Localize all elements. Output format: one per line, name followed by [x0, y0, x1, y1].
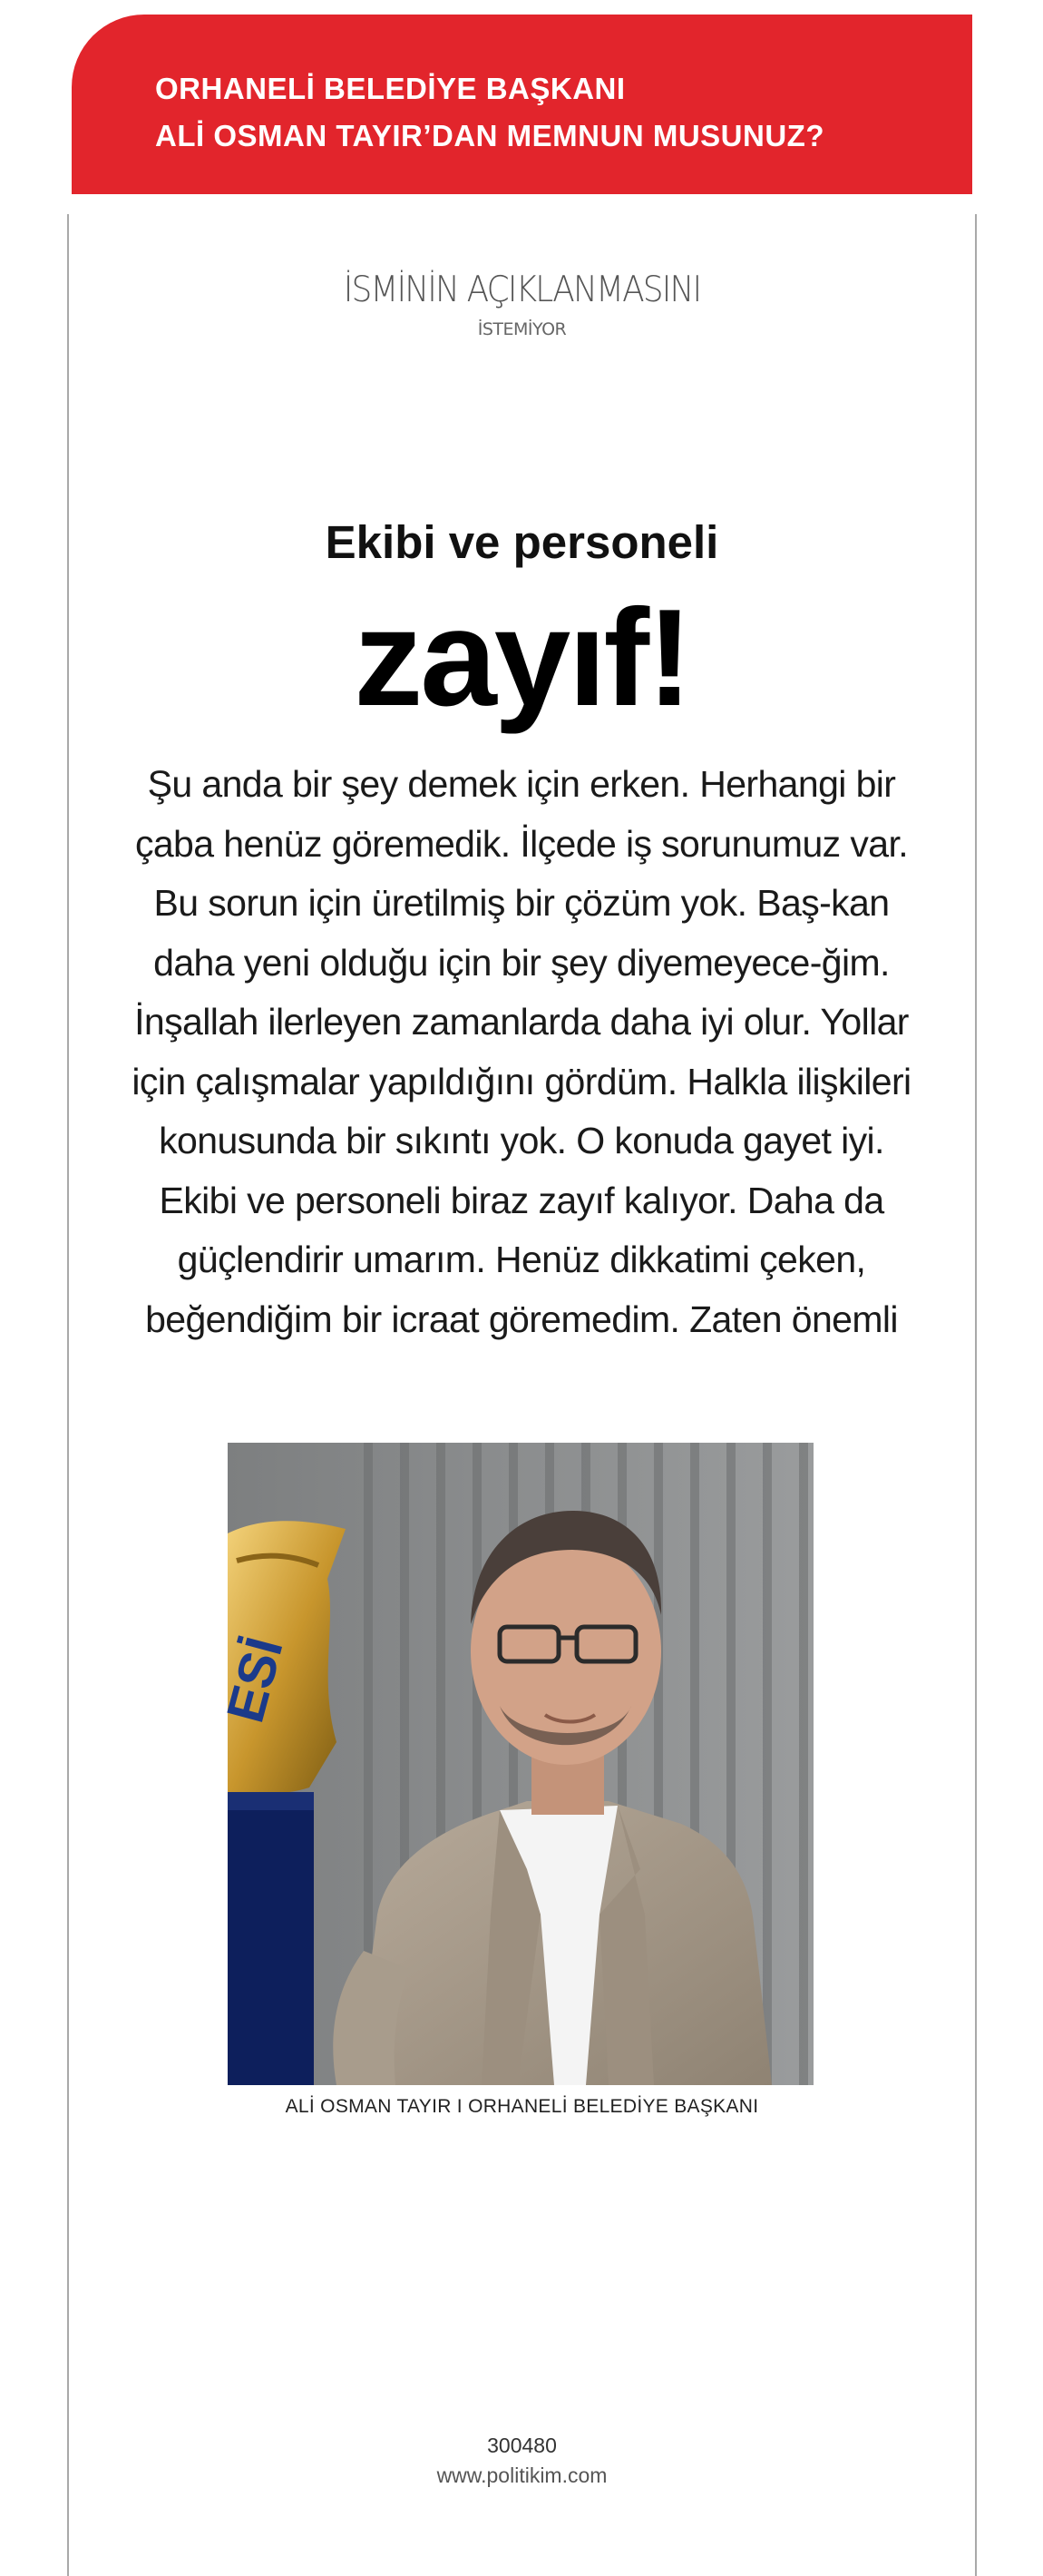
footer-code: 300480	[487, 2434, 557, 2457]
speaker-name: İSMİNİN AÇIKLANMASINI	[343, 269, 701, 310]
banner-line-2: ALİ OSMAN TAYIR’DAN MEMNUN MUSUNUZ?	[155, 119, 824, 152]
portrait-photo	[215, 1443, 814, 2085]
article-kicker: Ekibi ve personeli	[325, 516, 719, 568]
article-headline: zayıf!	[354, 581, 690, 735]
frame-right-rule	[975, 214, 977, 2576]
svg-text:ESİ: ESİ	[215, 1631, 295, 1729]
headline-banner	[72, 15, 972, 194]
footer-website-link[interactable]: www.politikim.com	[436, 2463, 608, 2487]
portrait-illustration	[215, 1443, 814, 2085]
photo-caption: ALİ OSMAN TAYIR I ORHANELİ BELEDİYE BAŞKANI	[285, 2096, 759, 2117]
banner-line-1: ORHANELİ BELEDİYE BAŞKANI	[155, 72, 626, 105]
speaker-note: İSTEMİYOR	[477, 319, 567, 339]
article-body: Şu anda bir şey demek için erken. Herhangi bir çaba henüz göremedik. İlçede iş sorunumuz var. Bu sorun için üretilmiş bir çözüm yok. Baş-kan daha yeni olduğu için bir şey diyemeyece-ğim. İnşallah ilerleyen zamanlarda daha iyi olur. Yollar için çalışmalar yapıldığını gördüm. Halkla ilişkileri konusunda bir sıkıntı yok. O konuda gayet iyi. Ekibi ve personeli biraz zayıf kalıyor. Daha da güçlendirir umarım. Henüz dikkatimi çeken, beğendiğim bir icraat göremedim. Zaten önemli	[132, 763, 911, 1340]
